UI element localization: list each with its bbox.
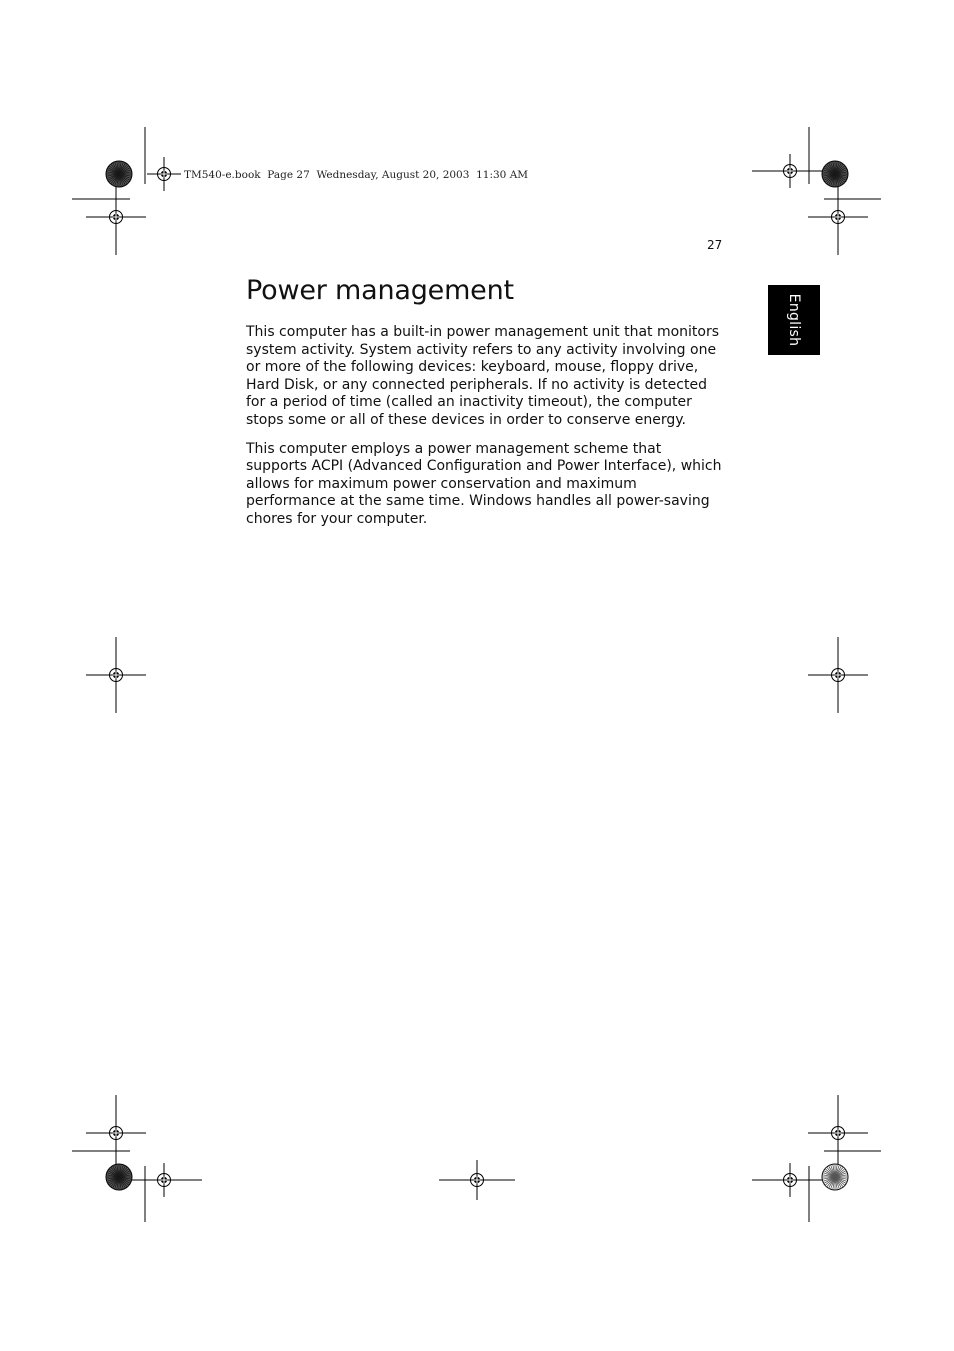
registration-mark	[752, 154, 828, 188]
registration-mark	[752, 1163, 828, 1197]
page-number: 27	[707, 238, 723, 252]
paragraph: This computer employs a power management scheme that supports ACPI (Advanced Configuration and Power Interface), which allows for maximum power conservation and maximum performance at the same time. Windows handles all power-saving chores for your computer.	[246, 440, 722, 527]
language-tab-label: English	[786, 293, 802, 347]
print-slug-line: TM540-e.book Page 27 Wednesday, August 20, 2003 11:30 AM	[184, 169, 529, 181]
color-target-mark	[822, 1164, 848, 1190]
registration-mark	[808, 1095, 868, 1171]
registration-mark	[439, 1160, 515, 1200]
registration-mark	[808, 637, 868, 713]
registration-mark	[86, 637, 146, 713]
registration-mark	[126, 1163, 202, 1197]
color-target-mark	[106, 1164, 132, 1190]
registration-mark	[147, 157, 181, 191]
color-target-mark	[106, 161, 132, 187]
registration-mark	[86, 1095, 146, 1171]
paragraph: This computer has a built-in power management unit that monitors system activity. System activity refers to any activity involving one or more of the following devices: keyboard, mouse, floppy drive, Hard Disk, or any connected peripherals. If no activity is detected for a period of time (called an inactivity timeout), the computer stops some or all of these devices in order to conserve energy.	[246, 324, 720, 428]
section-body	[246, 324, 724, 540]
page-title: Power management	[246, 275, 514, 306]
registration-mark	[86, 179, 146, 255]
registration-mark	[808, 179, 868, 255]
color-target-mark	[822, 161, 848, 187]
language-tab	[768, 285, 820, 355]
